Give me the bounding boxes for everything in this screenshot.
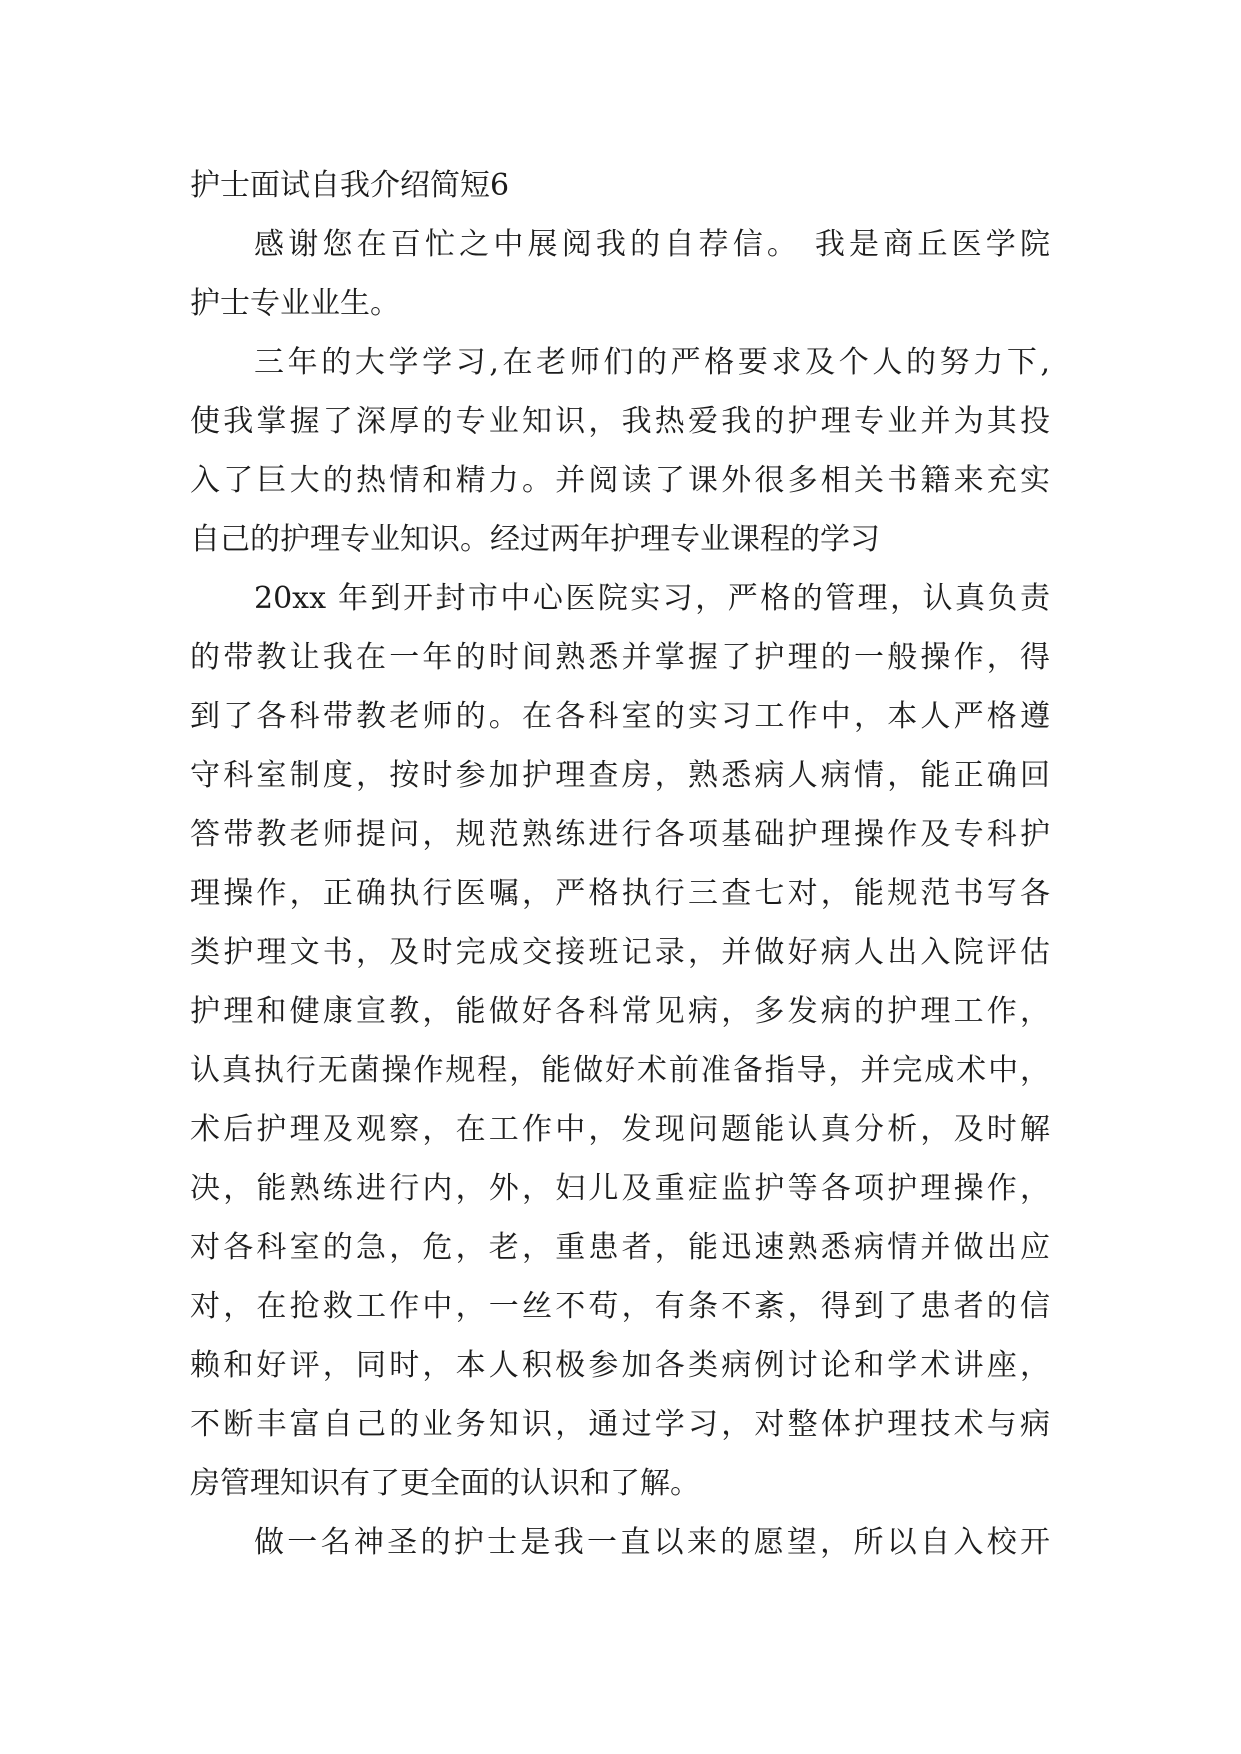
paragraph-line: 认真执行无菌操作规程，能做好术前准备指导，并完成术中， <box>190 1053 1050 1088</box>
paragraph-line: 答带教老师提问，规范熟练进行各项基础护理操作及专科护 <box>190 817 1050 852</box>
paragraph-line: 对各科室的急，危，老，重患者，能迅速熟悉病情并做出应 <box>190 1230 1050 1265</box>
paragraph-line: 房管理知识有了更全面的认识和了解。 <box>190 1466 700 1501</box>
paragraph-line: 的带教让我在一年的时间熟悉并掌握了护理的一般操作，得 <box>190 640 1050 675</box>
paragraph-line: 理操作，正确执行医嘱，严格执行三查七对，能规范书写各 <box>190 876 1050 911</box>
paragraph-line: 类护理文书，及时完成交接班记录，并做好病人出入院评估 <box>190 935 1050 970</box>
paragraph-line: 到了各科带教老师的。在各科室的实习工作中，本人严格遵 <box>190 699 1050 734</box>
paragraph-line: 护士专业业生。 <box>190 286 400 321</box>
paragraph-line: 护理和健康宣教，能做好各科常见病，多发病的护理工作， <box>190 994 1050 1029</box>
paragraph-line: 不断丰富自己的业务知识，通过学习，对整体护理技术与病 <box>190 1407 1050 1442</box>
paragraph-line: 术后护理及观察，在工作中，发现问题能认真分析，及时解 <box>190 1112 1050 1147</box>
paragraph-line: 做一名神圣的护士是我一直以来的愿望，所以自入校开 <box>254 1525 1050 1560</box>
paragraph-line: 守科室制度，按时参加护理查房，熟悉病人病情，能正确回 <box>190 758 1050 793</box>
paragraph-line: 三年的大学学习,在老师们的严格要求及个人的努力下, <box>254 345 1050 380</box>
paragraph-line: 决，能熟练进行内，外，妇儿及重症监护等各项护理操作， <box>190 1171 1050 1206</box>
paragraph-line: 20xx 年到开封市中心医院实习，严格的管理，认真负责 <box>254 581 1050 616</box>
paragraph-line: 对，在抢救工作中，一丝不苟，有条不紊，得到了患者的信 <box>190 1289 1050 1324</box>
paragraph-line: 赖和好评，同时，本人积极参加各类病例讨论和学术讲座， <box>190 1348 1050 1383</box>
document-title: 护士面试自我介绍简短6 <box>190 168 510 203</box>
paragraph-line: 感谢您在百忙之中展阅我的自荐信。 我是商丘医学院 <box>254 227 1050 262</box>
paragraph-line: 自己的护理专业知识。经过两年护理专业课程的学习 <box>190 522 880 557</box>
paragraph-line: 入了巨大的热情和精力。并阅读了课外很多相关书籍来充实 <box>190 463 1050 498</box>
paragraph-line: 使我掌握了深厚的专业知识，我热爱我的护理专业并为其投 <box>190 404 1050 439</box>
